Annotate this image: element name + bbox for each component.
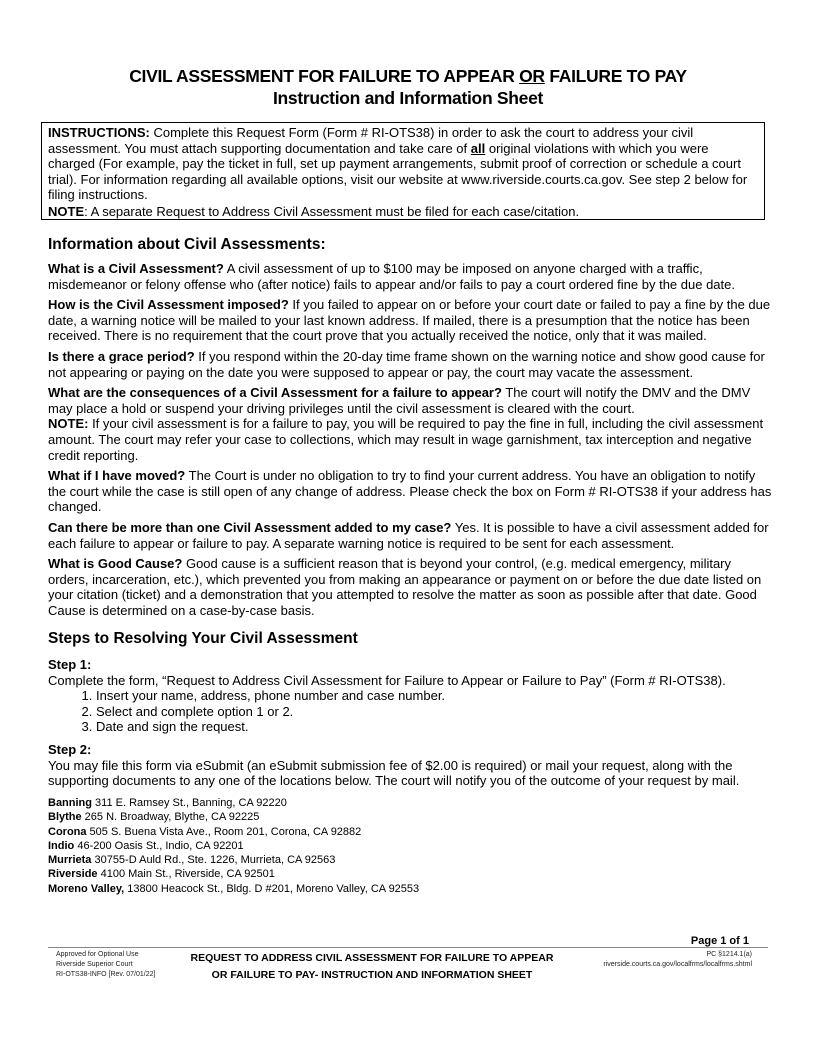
info-section-heading: Information about Civil Assessments: xyxy=(48,236,326,253)
info-item: NOTE: If your civil assessment is for a failure to pay, you will be required to pay the fine in full, including the civil assessment amount. The court may refer your case to collections, which may result in wage garnishment, tax interception and negative credit reporting. xyxy=(48,416,764,463)
info-item: Can there be more than one Civil Assessment added to my case? Yes. It is possible to have a civil assessment added for each failure to appear or failure to pay. A separate warning notice is required to be sent for each assessment. xyxy=(48,519,769,551)
document-subtitle: Instruction and Information Sheet xyxy=(272,88,544,108)
info-item: What is a Civil Assessment? A civil assessment of up to $100 may be imposed on anyone charged with a traffic, misdemeanor or felony offense who (after notice) fails to appear and/or fails to pay a court ordered fine by the due date. xyxy=(48,261,735,292)
footer-references: PC §1214.1(a) riverside.courts.ca.gov/localfrms/localfrms.shtml xyxy=(603,951,752,968)
locations-list xyxy=(48,796,419,896)
document-title: CIVIL ASSESSMENT FOR FAILURE TO APPEAR OR FAILURE TO PAY xyxy=(129,66,687,86)
steps-section-body xyxy=(48,657,772,789)
footer-form-info: Approved for Optional Use Riverside Superior Court RI-OTS38-INFO [Rev. 07/01/22] xyxy=(56,951,156,978)
footer-divider xyxy=(48,947,768,948)
step1-text: Complete the form, “Request to Address Civil Assessment for Failure to Appear or Failure to Pay” (Form # RI-OTS38). xyxy=(48,672,726,688)
step1-list xyxy=(48,688,772,735)
page-number: Page 1 of 1 xyxy=(690,935,749,947)
instructions-paragraph: INSTRUCTIONS: Complete this Request Form (Form # RI-OTS38) in order to ask the court to address your civil assessment. You must attach supporting documentation and take care of all original violations with which you were charged (For example, pay the ticket in full, set up payment arrangements, submit proof of correction or schedule a court trial). For information regarding all available options, visit our website at www.riverside.courts.ca.gov. See step 2 below for filing instructions. xyxy=(48,125,748,203)
instructions-note: NOTE: A separate Request to Address Civil Assessment must be filed for each case/citation. xyxy=(48,203,580,219)
location-row: Banning 311 E. Ramsey St., Banning, CA 92220 xyxy=(48,797,287,809)
step2-label: Step 2: xyxy=(48,741,92,757)
list-item: 2. Select and complete option 1 or 2. xyxy=(96,704,772,720)
location-row: Indio 46-200 Oasis St., Indio, CA 92201 xyxy=(48,839,244,852)
location-row: Corona 505 S. Buena Vista Ave., Room 201, Corona, CA 92882 xyxy=(48,825,362,838)
footer-form-title: REQUEST TO ADDRESS CIVIL ASSESSMENT FOR FAILURE TO APPEAR OR FAILURE TO PAY- INSTRUCTION AND INFORMATION SHEET xyxy=(190,952,554,981)
instructions-box xyxy=(41,122,765,220)
info-item: What is Good Cause? Good cause is a sufficient reason that is beyond your control, (e.g. medical emergency, military orders, incarceration, etc.), which prevented you from making an appearance or payment on or before the due date listed on your citation (ticket) and a demonstration that you attempted to resolve the matter as soon as possible after that date. Good Cause is determined on a case-by-case basis. xyxy=(48,556,762,618)
list-item: 3. Date and sign the request. xyxy=(96,719,772,735)
info-section-body xyxy=(48,261,772,623)
info-item: What if I have moved? The Court is under no obligation to try to find your current address. You have an obligation to notify the court while the case is still open of any change of address. Please check the box on Form # RI-OTS38 if your address has changed. xyxy=(48,468,772,515)
info-item: How is the Civil Assessment imposed? If you failed to appear on or before your court date or failed to pay a fine by the due date, a warning notice will be mailed to your last known address. If mailed, there is a presumption that the notice has been received. There is no requirement that the court prove that you actually received the notice, only that it was mailed. xyxy=(48,297,771,344)
title-or-underlined: OR xyxy=(519,66,545,86)
instructions-all-emphasis: all xyxy=(470,140,486,156)
info-item: Is there a grace period? If you respond within the 20-day time frame shown on the warning notice and show good cause for not appearing or paying on the date you were supposed to appear or pay, the court may vacate the assessment. xyxy=(48,348,765,380)
location-row: Moreno Valley, 13800 Heacock St., Bldg. D #201, Moreno Valley, CA 92553 xyxy=(48,882,420,895)
note-label: NOTE xyxy=(48,203,85,219)
instructions-label: INSTRUCTIONS: xyxy=(48,125,150,140)
location-row: Blythe 265 N. Broadway, Blythe, CA 92225 xyxy=(48,811,260,824)
step1-label: Step 1: xyxy=(48,657,92,672)
step2-text: You may file this form via eSubmit (an eSubmit submission fee of $2.00 is required) or mail your request, along with the supporting documents to any one of the locations below. The court will notify you of the outcome of your request by mail. xyxy=(48,757,740,789)
steps-section-heading: Steps to Resolving Your Civil Assessment xyxy=(48,630,358,647)
location-row: Murrieta 30755-D Auld Rd., Ste. 1226, Murrieta, CA 92563 xyxy=(48,854,336,867)
info-item: What are the consequences of a Civil Assessment for a failure to appear? The court will notify the DMV and the DMV may place a hold or suspend your driving privileges until the civil assessment is cleared with the court. xyxy=(48,385,751,416)
location-row: Riverside 4100 Main St., Riverside, CA 92501 xyxy=(48,868,275,881)
list-item: 1. Insert your name, address, phone number and case number. xyxy=(96,688,772,704)
